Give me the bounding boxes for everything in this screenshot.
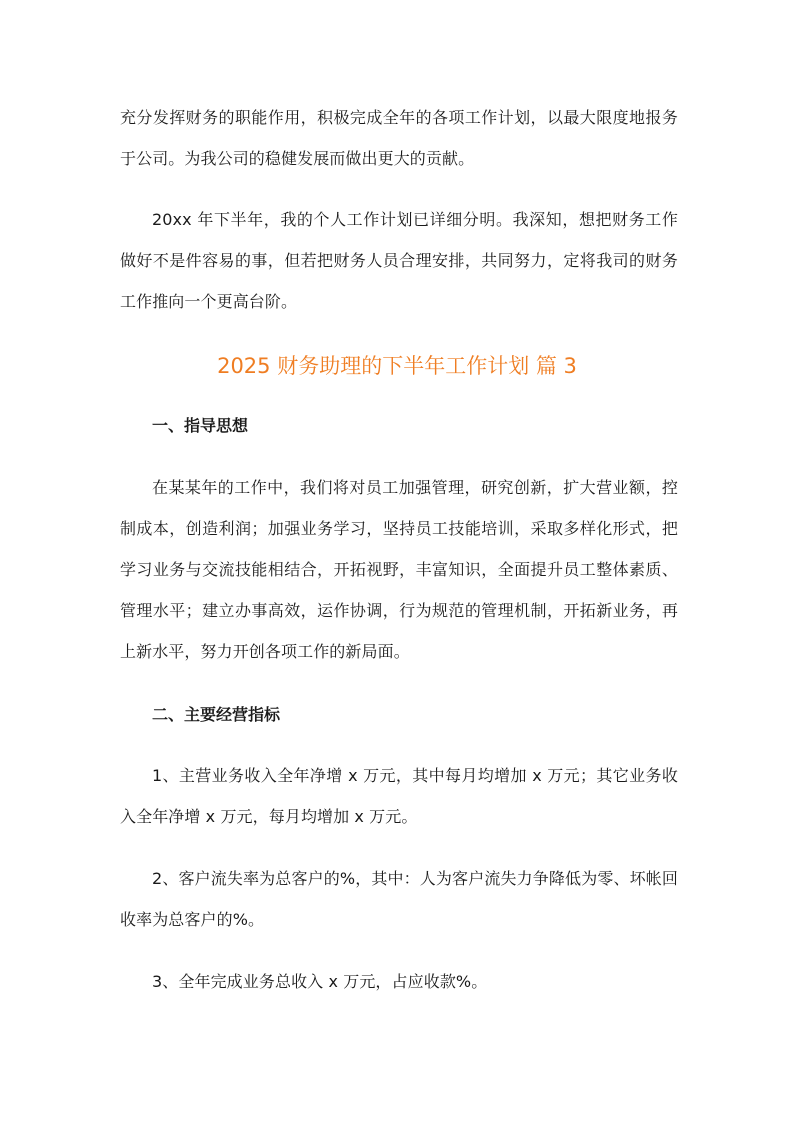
paragraph-financial-role: 充分发挥财务的职能作用，积极完成全年的各项工作计划，以最大限度地报务于公司。为我公司的稳健发展而做出更大的贡献。 bbox=[120, 108, 678, 168]
paragraph-personal-plan: 20xx 年下半年，我的个人工作计划已详细分明。我深知，想把财务工作做好不是件容易的事，但若把财务人员合理安排，共同努力，定将我司的财务工作推向一个更高台阶。 bbox=[120, 210, 678, 311]
subheading-guiding-ideology: 一、指导思想 bbox=[152, 416, 249, 435]
section-title: 2025 财务助理的下半年工作计划 篇 3 bbox=[217, 354, 577, 378]
paragraph-indicator-3: 3、全年完成业务总收入 x 万元，占应收款%。 bbox=[152, 972, 488, 991]
paragraph-guiding-ideology: 在某某年的工作中，我们将对员工加强管理，研究创新，扩大营业额，控制成本，创造利润；加强业务学习，坚持员工技能培训，采取多样化形式，把学习业务与交流技能相结合，开拓视野，丰富知识，全面提升员工整体素质、管理水平；建立办事高效，运作协调，行为规范的管理机制，开拓新业务，再上新水平，努力开创各项工作的新局面。 bbox=[120, 478, 678, 661]
paragraph-indicator-1: 1、主营业务收入全年净增 x 万元，其中每月均增加 x 万元；其它业务收入全年净增 x 万元，每月均增加 x 万元。 bbox=[120, 766, 678, 826]
paragraph-indicator-2: 2、客户流失率为总客户的%，其中：人为客户流失力争降低为零、坏帐回收率为总客户的%。 bbox=[120, 869, 678, 929]
subheading-main-indicators: 二、主要经营指标 bbox=[152, 705, 281, 724]
